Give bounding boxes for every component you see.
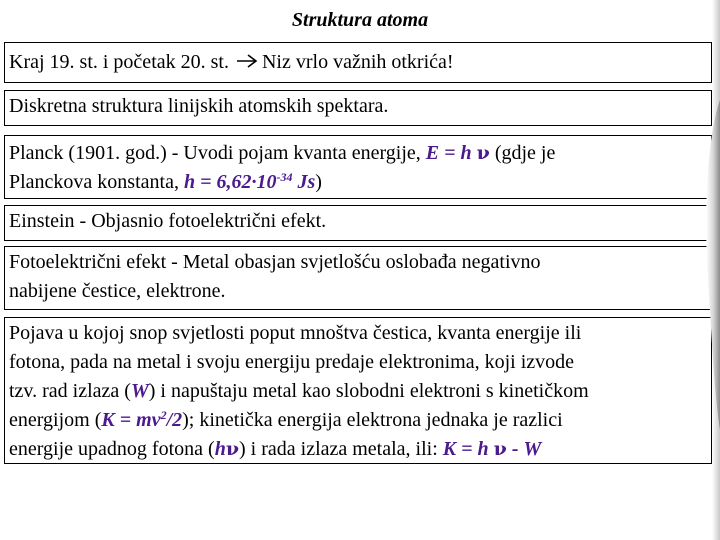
photon-energy-text: energije upadnog fotona ( [9,438,215,460]
explanation-line-3 [9,377,707,406]
text-box-photoelectric [4,246,712,310]
kinetic-energy-tail: ); kinetička energija elektrona jednaka je razlici [182,409,563,431]
photon-nu-symbol: ν [225,438,239,460]
photon-h-symbol: h [214,438,226,460]
text-box-planck [4,135,712,199]
planck-text: Planck (1901. god.) - Uvodi pojam kvanta energije, [9,142,426,164]
work-function-symbol: W [130,380,149,402]
text-box-einstein [4,205,712,241]
planck-formula-e: E = h [425,142,472,164]
kinetic-energy-formula: K = mv [101,409,161,431]
planck-line-1 [9,139,707,168]
work-function-text: tzv. rad izlaza ( [9,380,131,402]
text-box-explanation [4,317,712,464]
kinetic-energy-divisor: /2 [166,409,183,431]
explanation-line-4 [9,406,707,435]
final-formula-tail: - W [506,438,542,460]
text-box-spectra [4,90,712,126]
planck-constant-exponent: -34 [276,170,293,184]
final-formula-nu: ν [493,438,507,460]
photoelectric-line-1: Fotoelektrični efekt - Metal obasjan svjetlošću oslobađa negativno [9,251,541,273]
text-box-intro [4,42,712,83]
final-formula: K = h [442,438,489,460]
photon-energy-mid: ) i rada izlaza metala, ili: [239,438,443,460]
explanation-line-5 [9,435,707,464]
work-function-tail: ) i napuštaju metal kao slobodni elektroni s kinetičkom [148,380,589,402]
planck-tail: (gdje je [489,142,556,164]
explanation-line-1: Pojava u kojoj snop svjetlosti poput mnoštva čestica, kvanta energije ili [9,322,582,344]
spectra-text: Diskretna struktura linijskih atomskih spektara. [9,95,389,117]
page-title: Struktura atoma [291,9,429,31]
intro-text: Kraj 19. st. i početak 20. st. [9,51,234,73]
planck-line-2 [9,168,707,197]
photoelectric-line-2: nabijene čestice, elektrone. [9,280,226,302]
intro-discoveries-text: Niz vrlo važnih otkrića! [261,51,454,73]
kinetic-energy-text: energijom ( [9,409,102,431]
einstein-text: Einstein - Objasnio fotoelektrični efekt. [9,210,327,232]
planck-constant-close: ) [315,171,322,193]
arrow-right-icon [236,53,258,69]
explanation-line-2: fotona, pada na metal i svoju energiju predaje elektronima, koji izvode [9,351,574,373]
nu-symbol: ν [476,142,490,164]
planck-constant-value: h = 6,62·10 [183,171,277,193]
page-curl-decoration [698,100,720,430]
planck-constant-text: Planckova konstanta, [9,171,184,193]
planck-constant-unit: Js [292,171,316,193]
kinetic-energy-exponent: 2 [160,408,167,422]
